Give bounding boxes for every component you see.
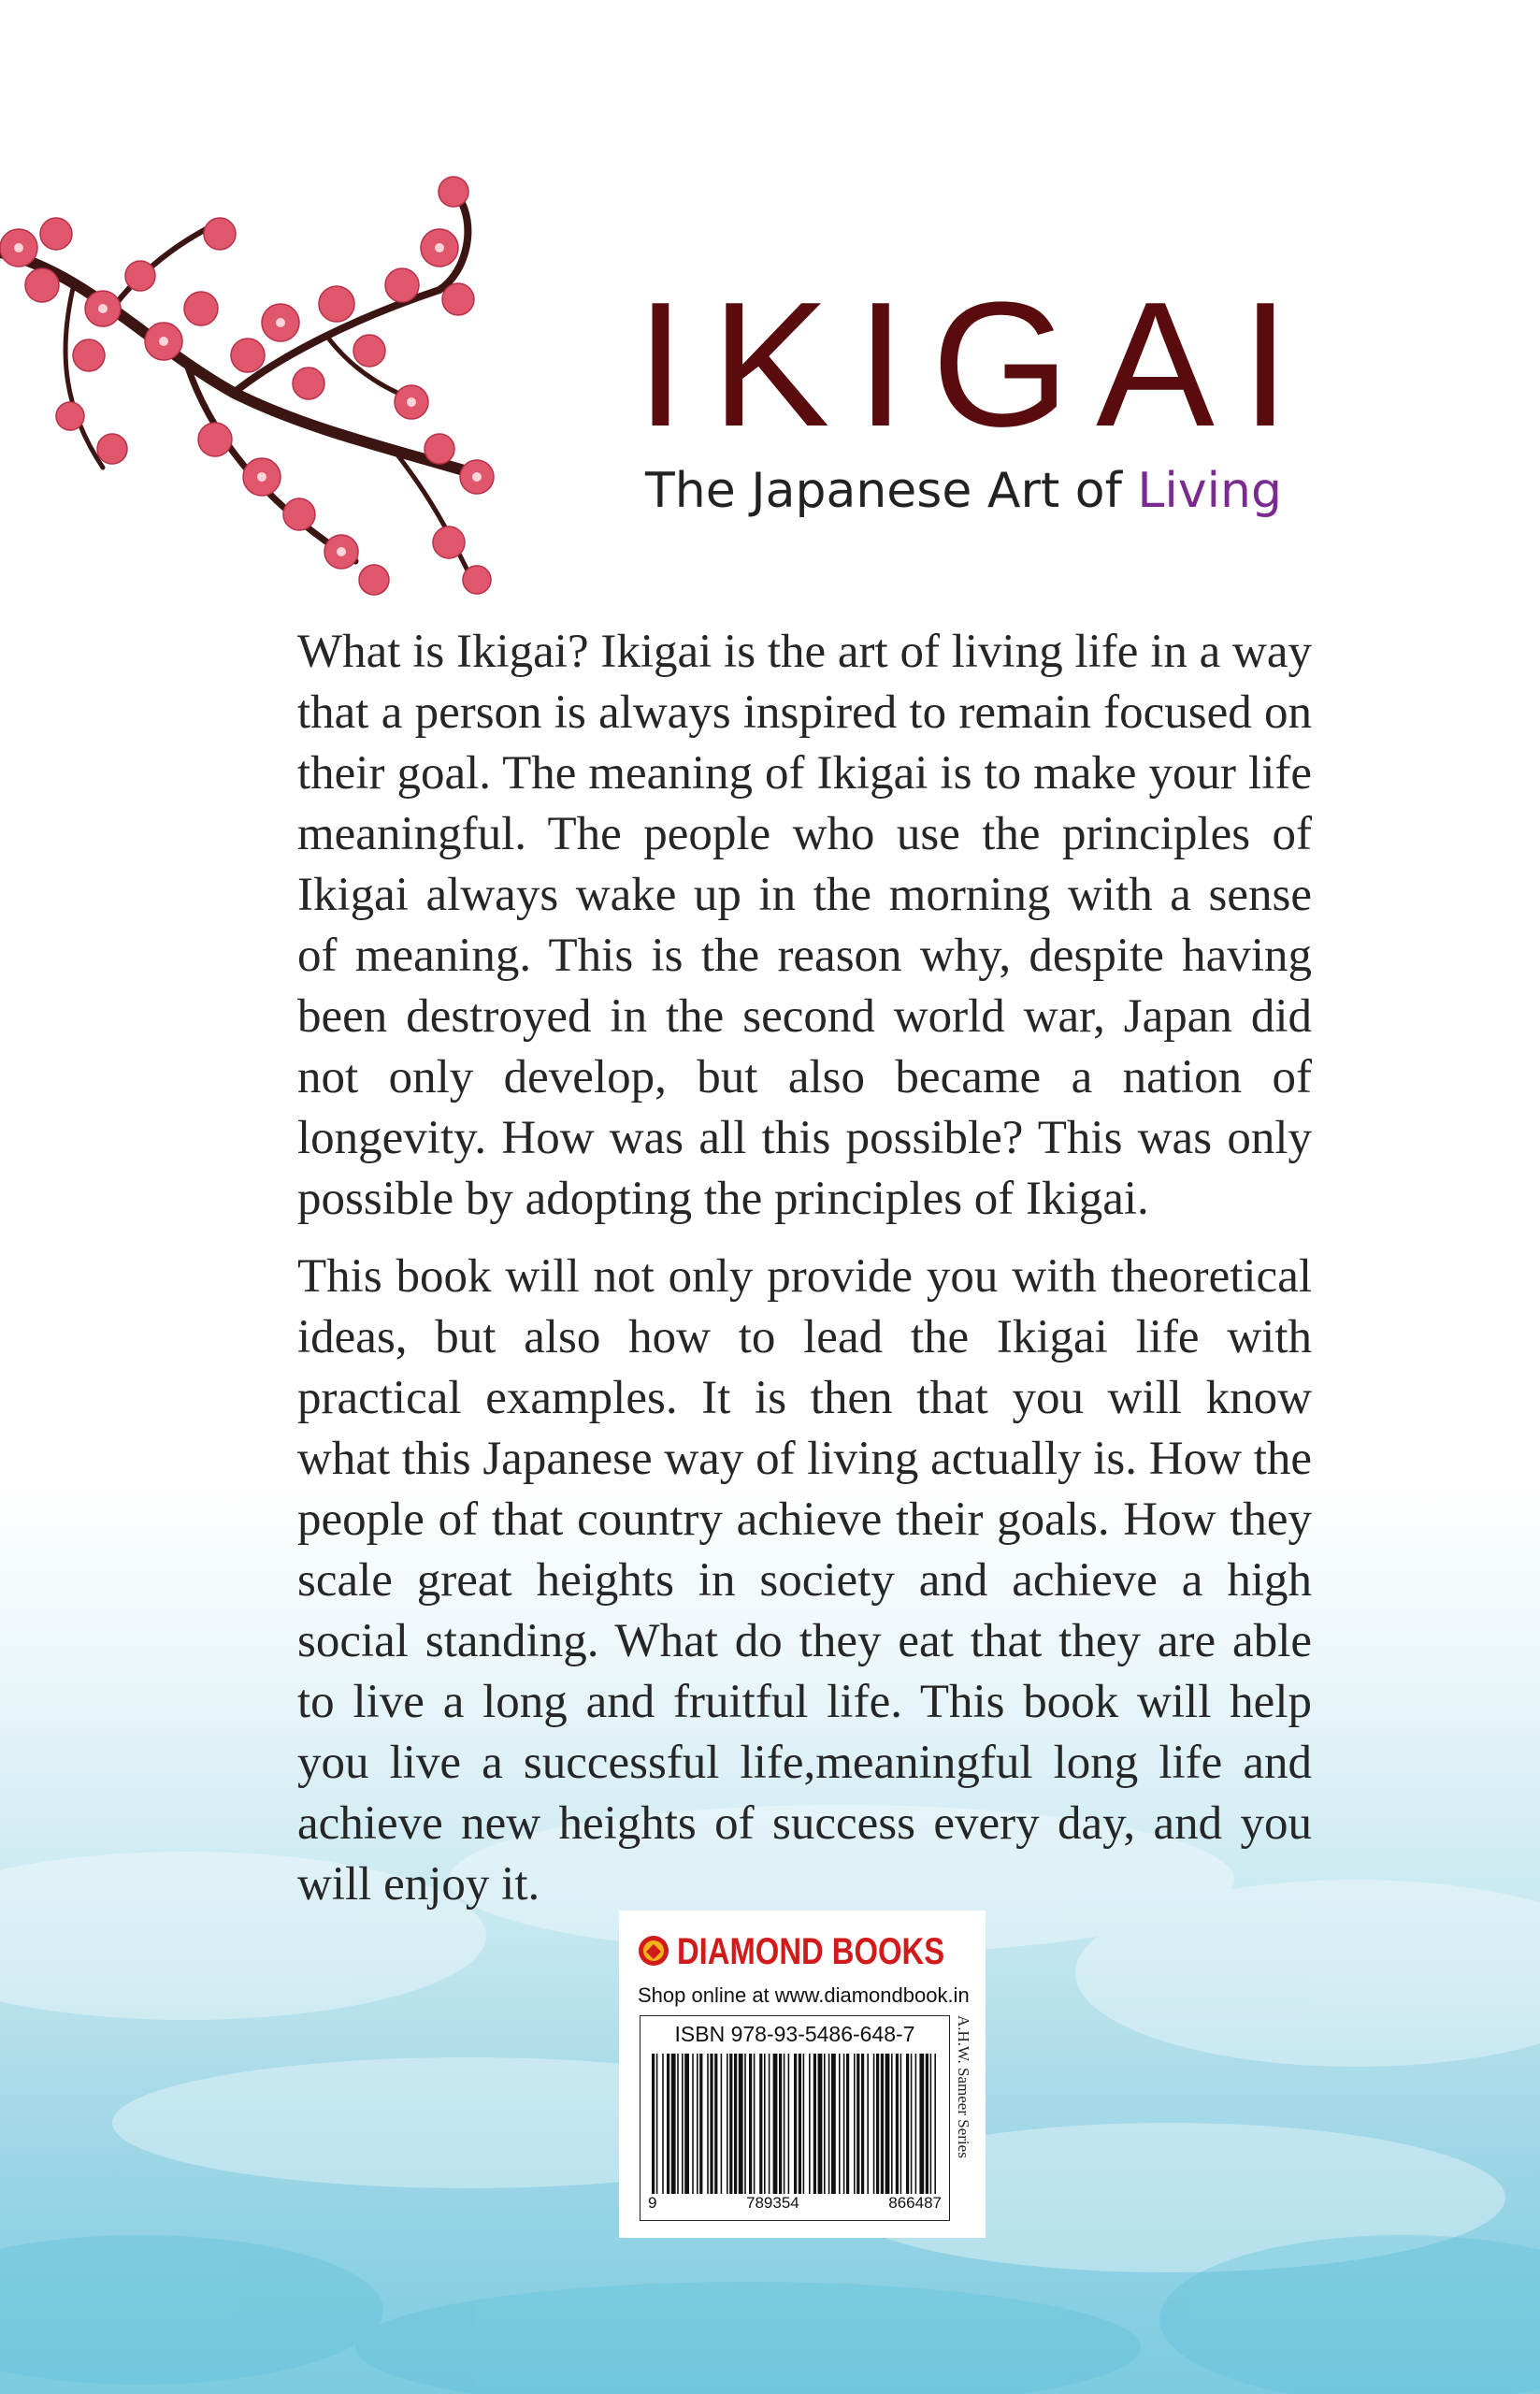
diamond-books-logo-icon <box>638 1935 669 1967</box>
barcode-bars <box>648 2054 942 2194</box>
subtitle-accent-word: Living <box>1137 463 1283 519</box>
blurb-paragraph-1: What is Ikigai? Ikigai is the art of living life in a way that a person is always inspired to remain focused on their goal. The meaning of Ikigai is to make your life meaningful. The people who use the principles of Ikigai always wake up in the morning with a sense of meaning. This is the reason why, despite having been destroyed in the second world war, Japan did not only develop, but also became a nation of longevity. How was all this possible? This was only possible by adopting the principles of Ikigai. <box>297 626 1312 1225</box>
publisher-barcode-panel <box>619 1911 986 2238</box>
book-title: IKIGAI <box>636 266 1317 464</box>
isbn-number: ISBN 978-93-5486-648-7 <box>674 2022 915 2046</box>
book-subtitle <box>645 463 1309 519</box>
series-name: A.H.W. Sameer Series <box>955 2015 972 2158</box>
cherry-blossom-branch-illustration <box>0 168 542 608</box>
blurb-text <box>297 622 1312 1932</box>
series-label <box>954 2015 982 2219</box>
publisher-logo <box>638 1929 974 1974</box>
publisher-url: Shop online at www.diamondbook.in <box>638 1983 970 2007</box>
subtitle-text: The Japanese Art of <box>645 463 1138 519</box>
barcode-digit-group: 866487 <box>888 2194 942 2212</box>
publisher-name: DIAMOND BOOKS <box>677 1931 945 1972</box>
barcode-digit-group: 9 <box>648 2194 657 2212</box>
blurb-paragraph-2: This book will not only provide you with theoretical ideas, but also how to lead the Ikigai life with practical examples. It is then that you will know what this Japanese way of living actually is. How the people of that country achieve their goals. How they scale great heights in society and achieve a high social standing. What do they eat that they are able to live a long and fruitful life. This book will help you live a successful life,meaningful long life and achieve new heights of success every day, and you will enjoy it. <box>297 1250 1312 1911</box>
barcode-digits <box>648 2194 942 2213</box>
barcode-digit-group: 789354 <box>746 2194 799 2212</box>
isbn-barcode <box>640 2015 950 2221</box>
